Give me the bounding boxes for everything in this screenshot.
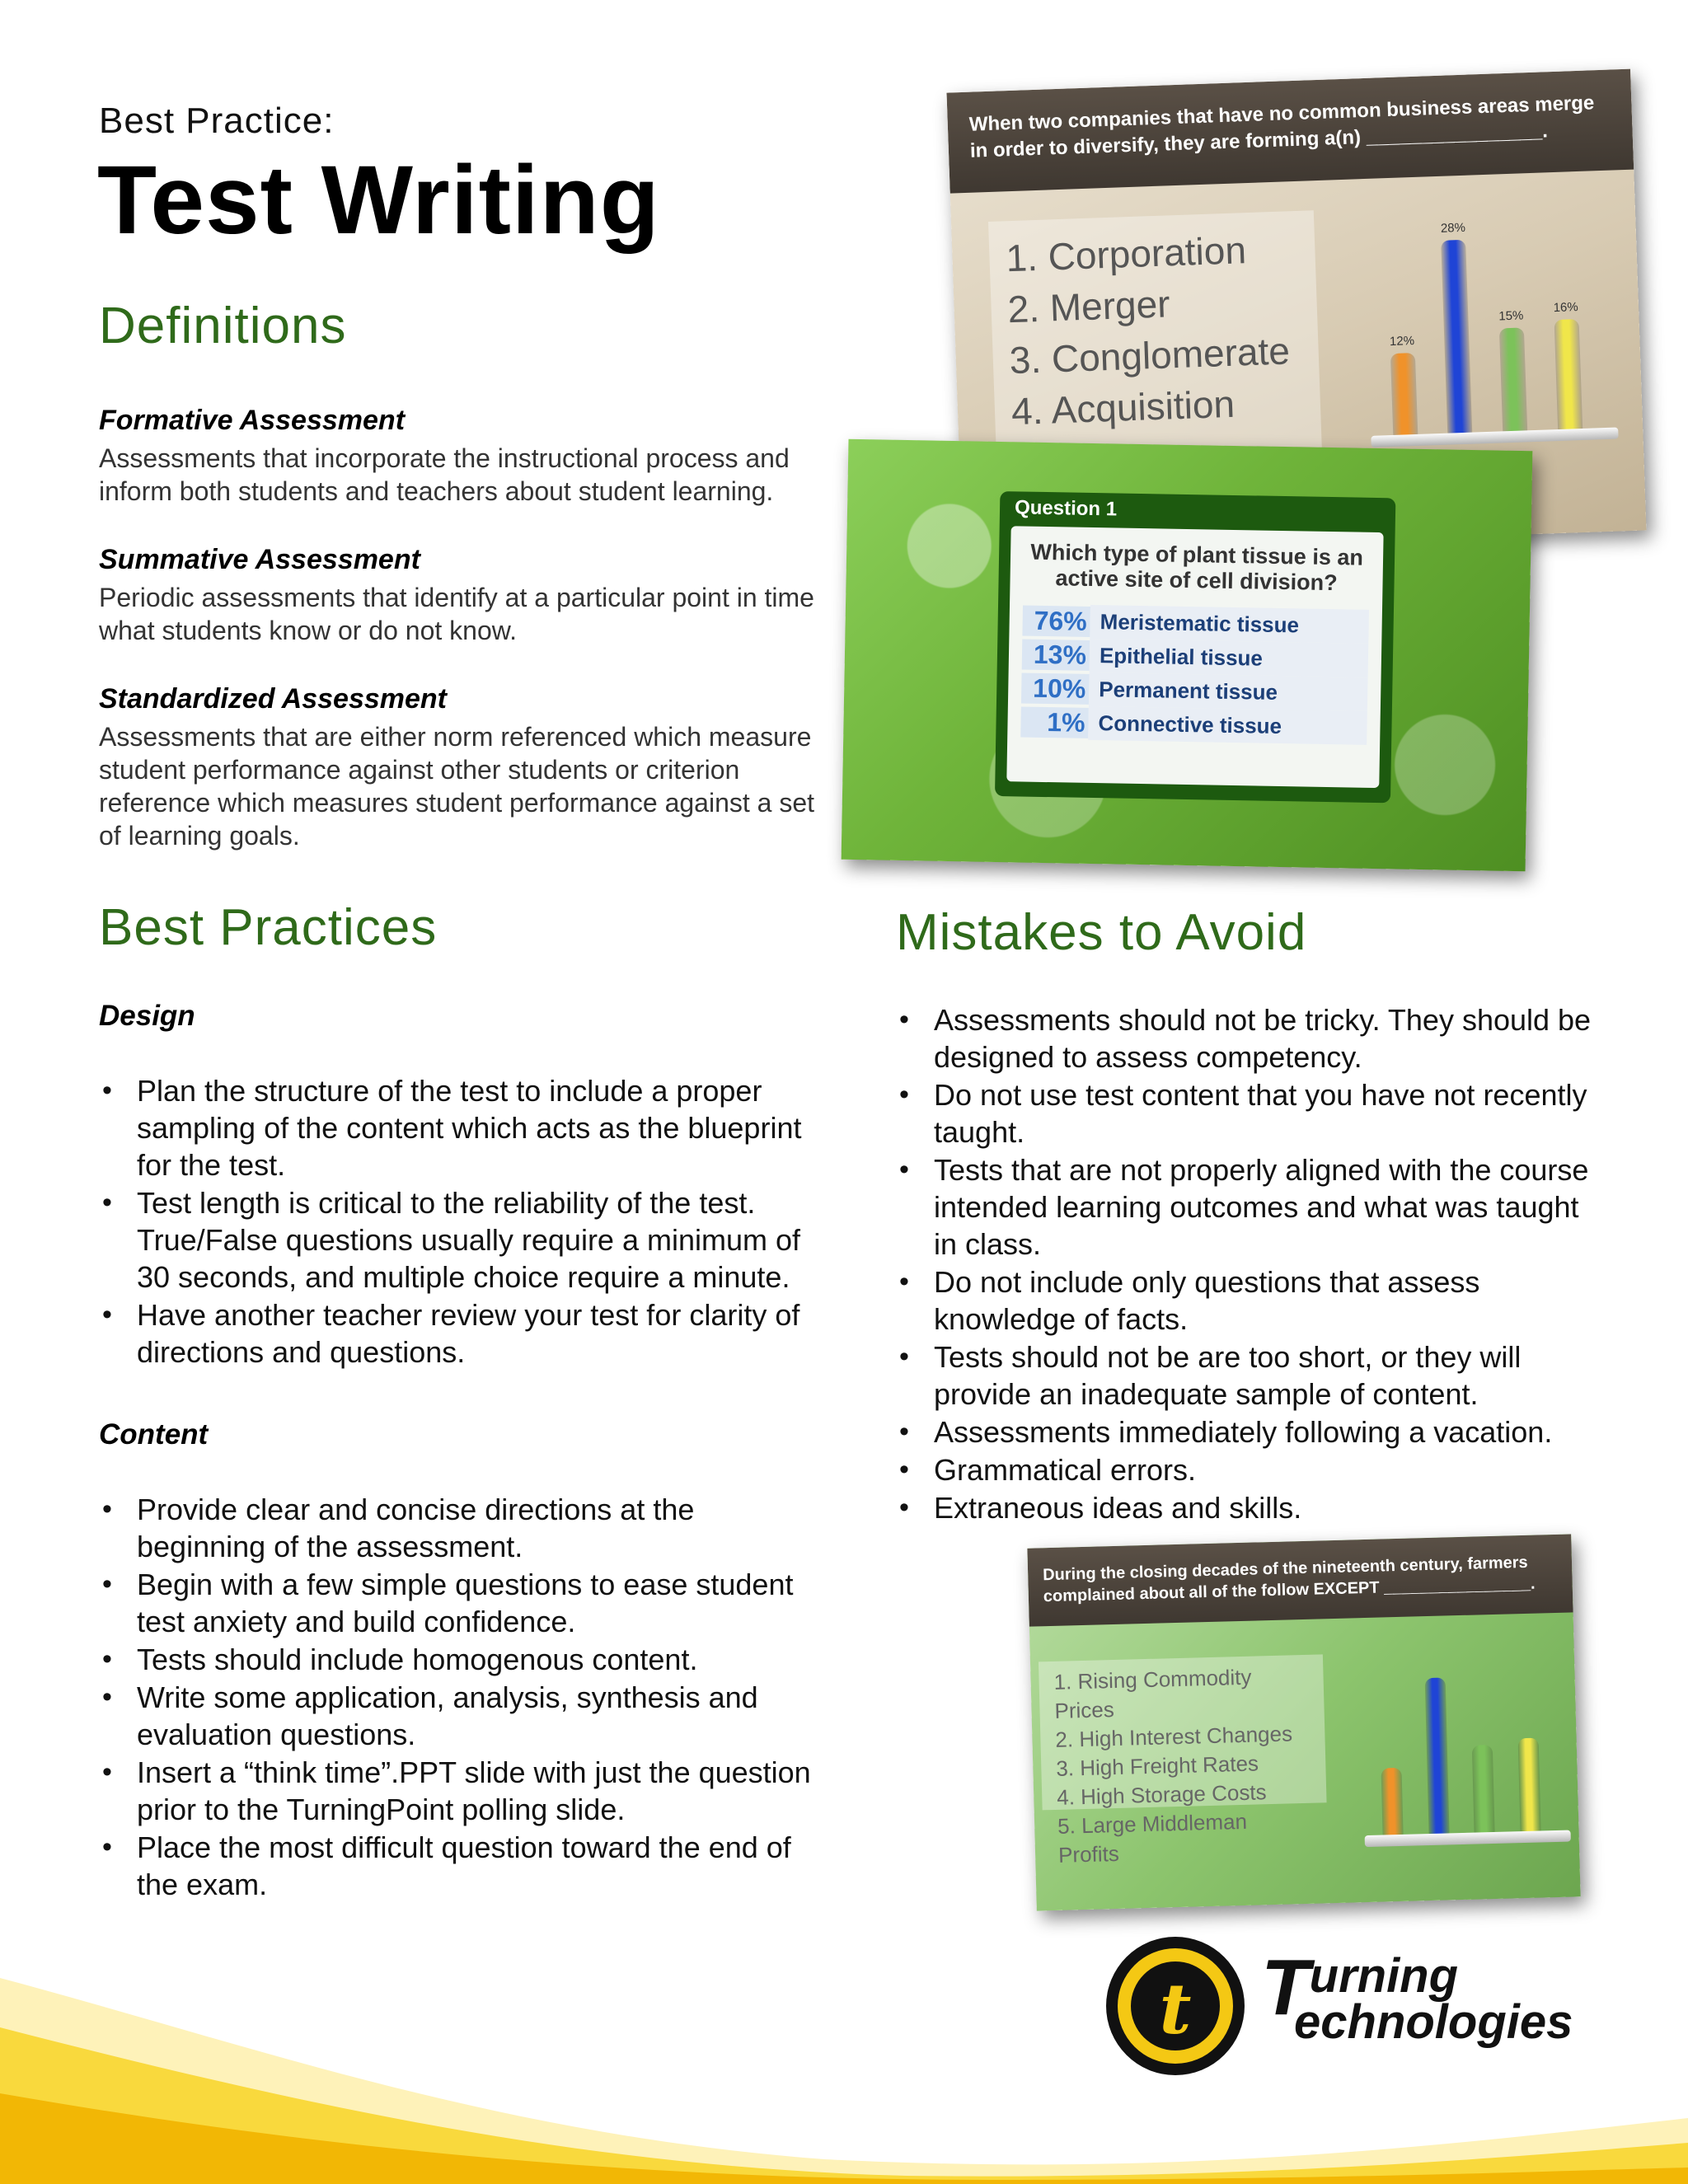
- slide-option: 3. Conglomerate: [1008, 329, 1291, 382]
- slide-option: 2. Merger: [1006, 282, 1171, 331]
- answer-label: Connective tissue: [1088, 706, 1367, 745]
- design-subheading: Design: [99, 1000, 195, 1032]
- list-item: • Plan the structure of the test to include a proper sampling of the content which acts as the blueprint for the test.: [99, 1072, 824, 1183]
- slide-question: Which type of plant tissue is an active site of cell division?: [1030, 539, 1364, 596]
- chart-bar: [1554, 319, 1582, 431]
- list-item: • Do not use test content that you have not recently taught.: [896, 1076, 1605, 1151]
- definition-term: Standardized Assessment: [99, 683, 447, 715]
- definition-text: Assessments that are either norm referenced which measure student performance against other students or criterion reference which measures student performance against a set of learning goals.: [99, 722, 815, 851]
- logo-initial: T: [1261, 1943, 1310, 2032]
- list-item: • Test length is critical to the reliability of the test. True/False questions usually require a minimum of 30 seconds, and multiple choice require a minute.: [99, 1184, 824, 1296]
- content-list: [99, 1491, 824, 1903]
- list-item: • Assessments immediately following a vacation.: [896, 1413, 1605, 1451]
- mistakes-heading: Mistakes to Avoid: [896, 904, 1307, 961]
- chart-bar: [1517, 1738, 1540, 1833]
- slide-image-farmers-question: [1027, 1534, 1580, 1910]
- list-item: • Grammatical errors.: [896, 1451, 1605, 1488]
- list-item: • Provide clear and concise directions at the beginning of the assessment.: [99, 1491, 824, 1565]
- question-panel: [995, 491, 1395, 803]
- list-item: • Begin with a few simple questions to ease student test anxiety and build confidence.: [99, 1566, 824, 1640]
- answer-row: [1022, 604, 1369, 644]
- slide-question: When two companies that have no common business areas merge in order to diversify, they are forming a(n) ________________.: [946, 69, 1634, 194]
- logo-word: urning: [1309, 1949, 1459, 2003]
- best-practices-heading: Best Practices: [99, 899, 438, 956]
- list-item: • Have another teacher review your test for clarity of directions and questions.: [99, 1296, 824, 1371]
- slide-option: 2. High Interest Changes: [1055, 1721, 1293, 1752]
- list-item: • Write some application, analysis, synthesis and evaluation questions.: [99, 1679, 824, 1753]
- page-kicker: Best Practice:: [99, 101, 335, 141]
- chart-bar: [1472, 1745, 1495, 1835]
- content-subheading: Content: [99, 1418, 209, 1451]
- list-item: • Tests should not be are too short, or they will provide an inadequate sample of content.: [896, 1338, 1605, 1413]
- list-item: • Insert a “think time”.PPT slide with just the question prior to the TurningPoint polling slide.: [99, 1754, 824, 1828]
- answer-row: [1020, 705, 1367, 744]
- mistakes-section: [896, 903, 1605, 1527]
- chart-bar: [1390, 353, 1418, 437]
- answer-label: Epithelial tissue: [1090, 639, 1369, 677]
- slide-image-plant-tissue: [842, 439, 1533, 871]
- answer-row: [1021, 672, 1368, 711]
- definition-item: [99, 405, 824, 508]
- logo-glyph: t: [1159, 1968, 1192, 2050]
- answer-label: Meristematic tissue: [1090, 605, 1369, 644]
- slide-bar-chart: [1362, 194, 1619, 457]
- list-item: • Do not include only questions that assess knowledge of facts.: [896, 1263, 1605, 1338]
- chart-data-label: 12%: [1389, 333, 1415, 349]
- definition-term: Summative Assessment: [99, 544, 420, 575]
- answer-percent: 10%: [1021, 673, 1090, 705]
- design-list: [99, 1072, 824, 1371]
- slide-option: 1. Rising Commodity Prices: [1053, 1664, 1252, 1723]
- definition-text: Assessments that incorporate the instructional process and inform both students and teachers about student learning.: [99, 443, 790, 506]
- definition-item: [99, 544, 824, 647]
- list-item: • Tests that are not properly aligned with the course intended learning outcomes and what was taught in class.: [896, 1151, 1605, 1263]
- definition-item: [99, 683, 824, 852]
- best-practices-section: [99, 898, 824, 1951]
- definitions-section: [99, 297, 824, 888]
- slide-question: During the closing decades of the nineteenth century, farmers complained about all of the follow EXCEPT ________________.: [1027, 1534, 1573, 1626]
- definitions-heading: Definitions: [99, 298, 347, 354]
- logo-mark-icon: [1106, 1937, 1245, 2075]
- turning-technologies-logo: [1104, 1937, 1573, 2085]
- panel-title: Question 1: [1014, 496, 1118, 521]
- chart-bar: [1441, 239, 1472, 434]
- slide-options: [988, 210, 1322, 469]
- answer-label: Permanent tissue: [1089, 673, 1368, 711]
- chart-data-label: 15%: [1498, 308, 1524, 324]
- answer-percent: 76%: [1022, 606, 1090, 637]
- slide-options: [1039, 1654, 1327, 1868]
- list-item: • Assessments should not be tricky. They should be designed to assess competency.: [896, 1001, 1605, 1076]
- slide-bar-chart: [1359, 1638, 1571, 1857]
- definition-text: Periodic assessments that identify at a particular point in time what students know or do not know.: [99, 583, 814, 645]
- answer-percent: 1%: [1020, 706, 1089, 738]
- answer-percent: 13%: [1022, 640, 1090, 671]
- chart-bar: [1424, 1678, 1449, 1835]
- definition-term: Formative Assessment: [99, 405, 406, 436]
- slide-option: 4. Acquisition: [1010, 382, 1236, 434]
- mistakes-list: [896, 1001, 1605, 1526]
- page-title: Test Writing: [97, 146, 660, 255]
- panel-body: [1006, 526, 1383, 788]
- chart-data-label: 16%: [1553, 300, 1578, 316]
- slide-option: 3. High Freight Rates: [1055, 1750, 1259, 1781]
- chart-bar: [1499, 328, 1527, 434]
- list-item: • Tests should include homogenous content.: [99, 1641, 824, 1678]
- slide-option: 4. High Storage Costs: [1056, 1779, 1267, 1810]
- logo-word: echnologies: [1294, 1995, 1573, 2049]
- slide-option: 1. Corporation: [1005, 228, 1247, 280]
- list-item: • Extraneous ideas and skills.: [896, 1489, 1605, 1526]
- chart-bar: [1381, 1768, 1404, 1836]
- logo-wordmark: [1261, 1943, 1573, 2049]
- list-item: • Place the most difficult question toward the end of the exam.: [99, 1829, 824, 1903]
- slide-option: 5. Large Middleman Profits: [1057, 1808, 1248, 1868]
- answer-row: [1022, 638, 1369, 677]
- chart-data-label: 28%: [1440, 220, 1466, 236]
